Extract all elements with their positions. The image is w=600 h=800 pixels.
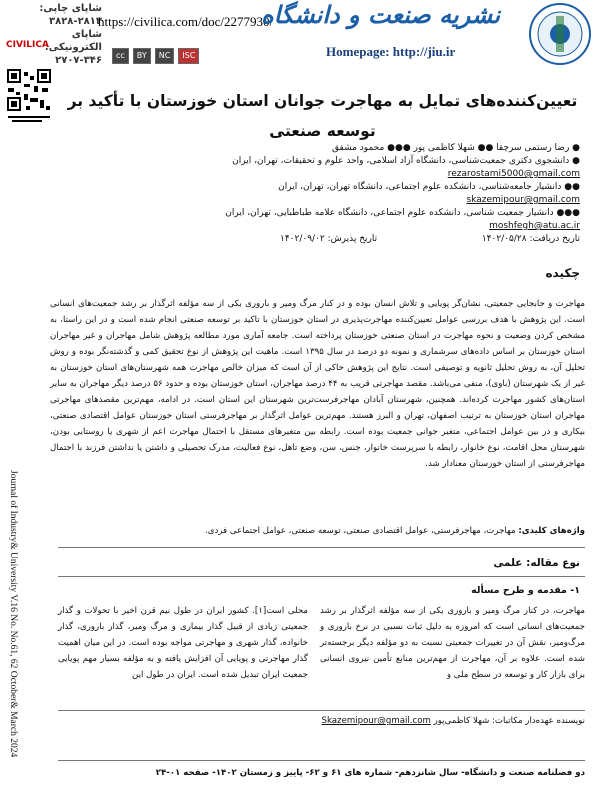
intro-column-right: مهاجرت، در کنار مرگ ومیر و باروری یکی از سه مؤلفه اثرگذار بر رشد جمعیت‌های انسانی است که امروزه به دلیل ثبات نسبی در نرخ باروری و مرگ‌ومیر، نقش آن در تغییرات جمعیتی نسبت به دو مؤلفه دیگر برجسته‌تر شده است. علاوه بر آن، مهاجرت از مهم‌ترین منابع تأمین نیروی انسانی برای بازار کار و توسعه در سطح ملی و <box>320 606 585 680</box>
correspondence-email[interactable]: Skazemipour@gmail.com <box>321 716 431 726</box>
issn-online: شاپای الکترونیکی: ۳۴۶-۲۷۰۷ <box>44 29 102 66</box>
authors-block <box>80 142 580 246</box>
isc-badge: ISC <box>178 48 199 64</box>
keywords <box>50 524 585 538</box>
nc-badge: NC <box>155 48 175 64</box>
keywords-label: واژه‌های کلیدی: <box>518 526 585 536</box>
affiliation-1: ● دانشجوی دکتری جمعیت‌شناسی، دانشگاه آزاد اسلامی، واحد علوم و تحقیقات، تهران، ایران <box>232 156 580 166</box>
correspondence-label: نویسنده عهده‌دار مکاتبات: شهلا کاظمی‌پور <box>433 716 585 726</box>
section-heading: ۱- مقدمه و طرح مسأله <box>471 585 580 596</box>
sidebar-citation <box>2 470 22 790</box>
abstract-heading: چکیده <box>545 266 580 280</box>
homepage-link[interactable]: Homepage: http://jiu.ir <box>326 44 456 59</box>
civilica-logo: CIVILICA <box>6 40 49 50</box>
sidebar-citation-text: Journal of Industry& University V.16 No. No.61, 62 October& March 2024 <box>8 470 18 758</box>
journal-logo: نشریه صنعت و دانشگاه <box>261 0 500 29</box>
accepted-date: تاریخ پذیرش: ۱۴۰۲/۰۹/۰۲ <box>280 234 378 244</box>
affiliation-2: ●● دانشیار جامعه‌شناسی، دانشکده علوم اجتماعی، دانشگاه تهران، تهران، ایران <box>278 182 580 192</box>
received-date: تاریخ دریافت: ۱۴۰۲/۰۵/۲۸ <box>481 234 580 244</box>
license-badges <box>112 48 199 64</box>
issn-print: شاپای چاپی: ۲۸۱۳-۳۸۲۸ <box>39 3 102 27</box>
by-badge: BY <box>133 48 151 64</box>
divider <box>58 576 585 577</box>
affiliation-3: ●●● دانشیار جمعیت شناسی، دانشکده علوم اجتماعی، دانشگاه علامه طباطبایی، تهران، ایران <box>225 208 580 218</box>
author-email-3[interactable]: moshfegh@atu.ac.ir <box>489 221 580 231</box>
cc-badge: cc <box>112 48 129 64</box>
page-footer: دو فصلنامه صنعت و دانشگاه- سال شانزدهم- شماره های ۶۱ و ۶۲- پاییز و زمستان ۱۴۰۲- صفحه ۰۱-۲۴ <box>155 768 585 778</box>
article-type: نوع مقاله: علمی <box>493 557 580 569</box>
intro-column-left: محلی است[۱]. کشور ایران در طول نیم قرن اخیر با تحولات و گذار جمعیتی زیادی از قبیل گذار بیماری و مرگ ومیر، گذار باروری، گذار خانواده، گذار شهری و مهاجرتی مواجه بوده است. در این میان اهمیت گذار مهاجرتی و پویایی آن افزایش یافته و به مؤلفه بسیار مهم پویایی جمعیت ایران تبدیل شده است. ایران در طول این <box>58 606 308 680</box>
qr-code-icon[interactable] <box>6 64 52 130</box>
article-title: تعیین‌کننده‌های تمایل به مهاجرت جوانان استان خوزستان با تأکید بر توسعه صنعتی <box>67 92 578 140</box>
document-url[interactable]: https://civilica.com/doc/2277930/ <box>98 14 274 29</box>
correspondence <box>230 716 585 726</box>
issn-block <box>30 2 102 67</box>
author-email-2[interactable]: skazemipour@gmail.com <box>466 195 580 205</box>
divider <box>58 710 585 711</box>
university-seal-icon <box>528 2 592 66</box>
keywords-text: مهاجرت، مهاجرفرستی، عوامل اقتصادی صنعتی، توسعه صنعتی، عوامل اجتماعی فردی. <box>205 526 516 536</box>
author-names: ● رضا رستمی سرچقا ●● شهلا کاظمی پور ●●● محمود مشفق <box>332 143 580 153</box>
abstract-text: مهاجرت و جابجایی جمعیتی، نشان‌گر پویایی و تلاش انسان بوده و در کنار مرگ ومیر و باروری یکی از سه مؤلفه اثرگذار بر رشد جمعیت‌های انسانی است. این پژوهش با هدف بررسی عوامل تعیین‌کننده مهاجرت‌پذیری در استان خوزستان با تاکید بر توسعه صنعتی انجام شده است و در این راستا، به مشخص کردن وضعیت و نحوه مهاجرت در استان صنعتی خوزستان پرداخته است. جامعه آماری مورد مطالعه پژوهش شامل مهاجران و غیر مهاجران استان خوزستان بر اساس داده‌های سرشماری و نمونه دو درصد در سال ۱۳۹۵ است. ماهیت این پژوهش از نوع تحقیق کمی و گذشته‌نگر بوده و روش تحلیل آن، به روش تحلیل ثانویه و توصیفی است. نتایج این پژوهش حاکی از آن است که میزان خالص مهاجرت همه شهرستان‌های استان خوزستان به غیر از یک شهرستان (باوی)، منفی می‌باشد. مقصد مهاجرتی قریب به ۴۴ درصد مهاجران، استان خوزستان بوده و حدود ۵۶ درصد دیگر مهاجران به سایر استان‌های کشور مهاجرت کرده‌اند. همچنین، شهرستان آبادان مهاجرفرست‌ترین شهرستان این استان است. در ادامه، مهم‌ترین مقصدهای مهاجرتی مهاجران استان خوزستان به ترتیب اصفهان، تهران و البرز هستند. مهم‌ترین عوامل اثرگذار بر مهاجرفرستی استان خوزستان عوامل اقتصادی صنعتی، بیکاری و در بین عوامل اجتماعی، متغیر جوانی جمعیت بوده است. رابطه بین متغیرهای مستقل با احتمال مهاجرت اعم از شهری یا روستایی بودن، شهرستان محل اقامت، نوع خانوار، رابطه با سرپرست خانوار، جنس، سن، وضع تاهل، نوع فعالیت، مدرک تحصیلی و داشتن یا نداشتن فرزند با احتمال مهاجرفرستی از استان خوزستان معنادار شد. <box>50 299 585 469</box>
divider <box>58 760 585 761</box>
divider <box>58 547 585 548</box>
author-email-1[interactable]: rezarostami5000@gmail.com <box>447 169 580 179</box>
